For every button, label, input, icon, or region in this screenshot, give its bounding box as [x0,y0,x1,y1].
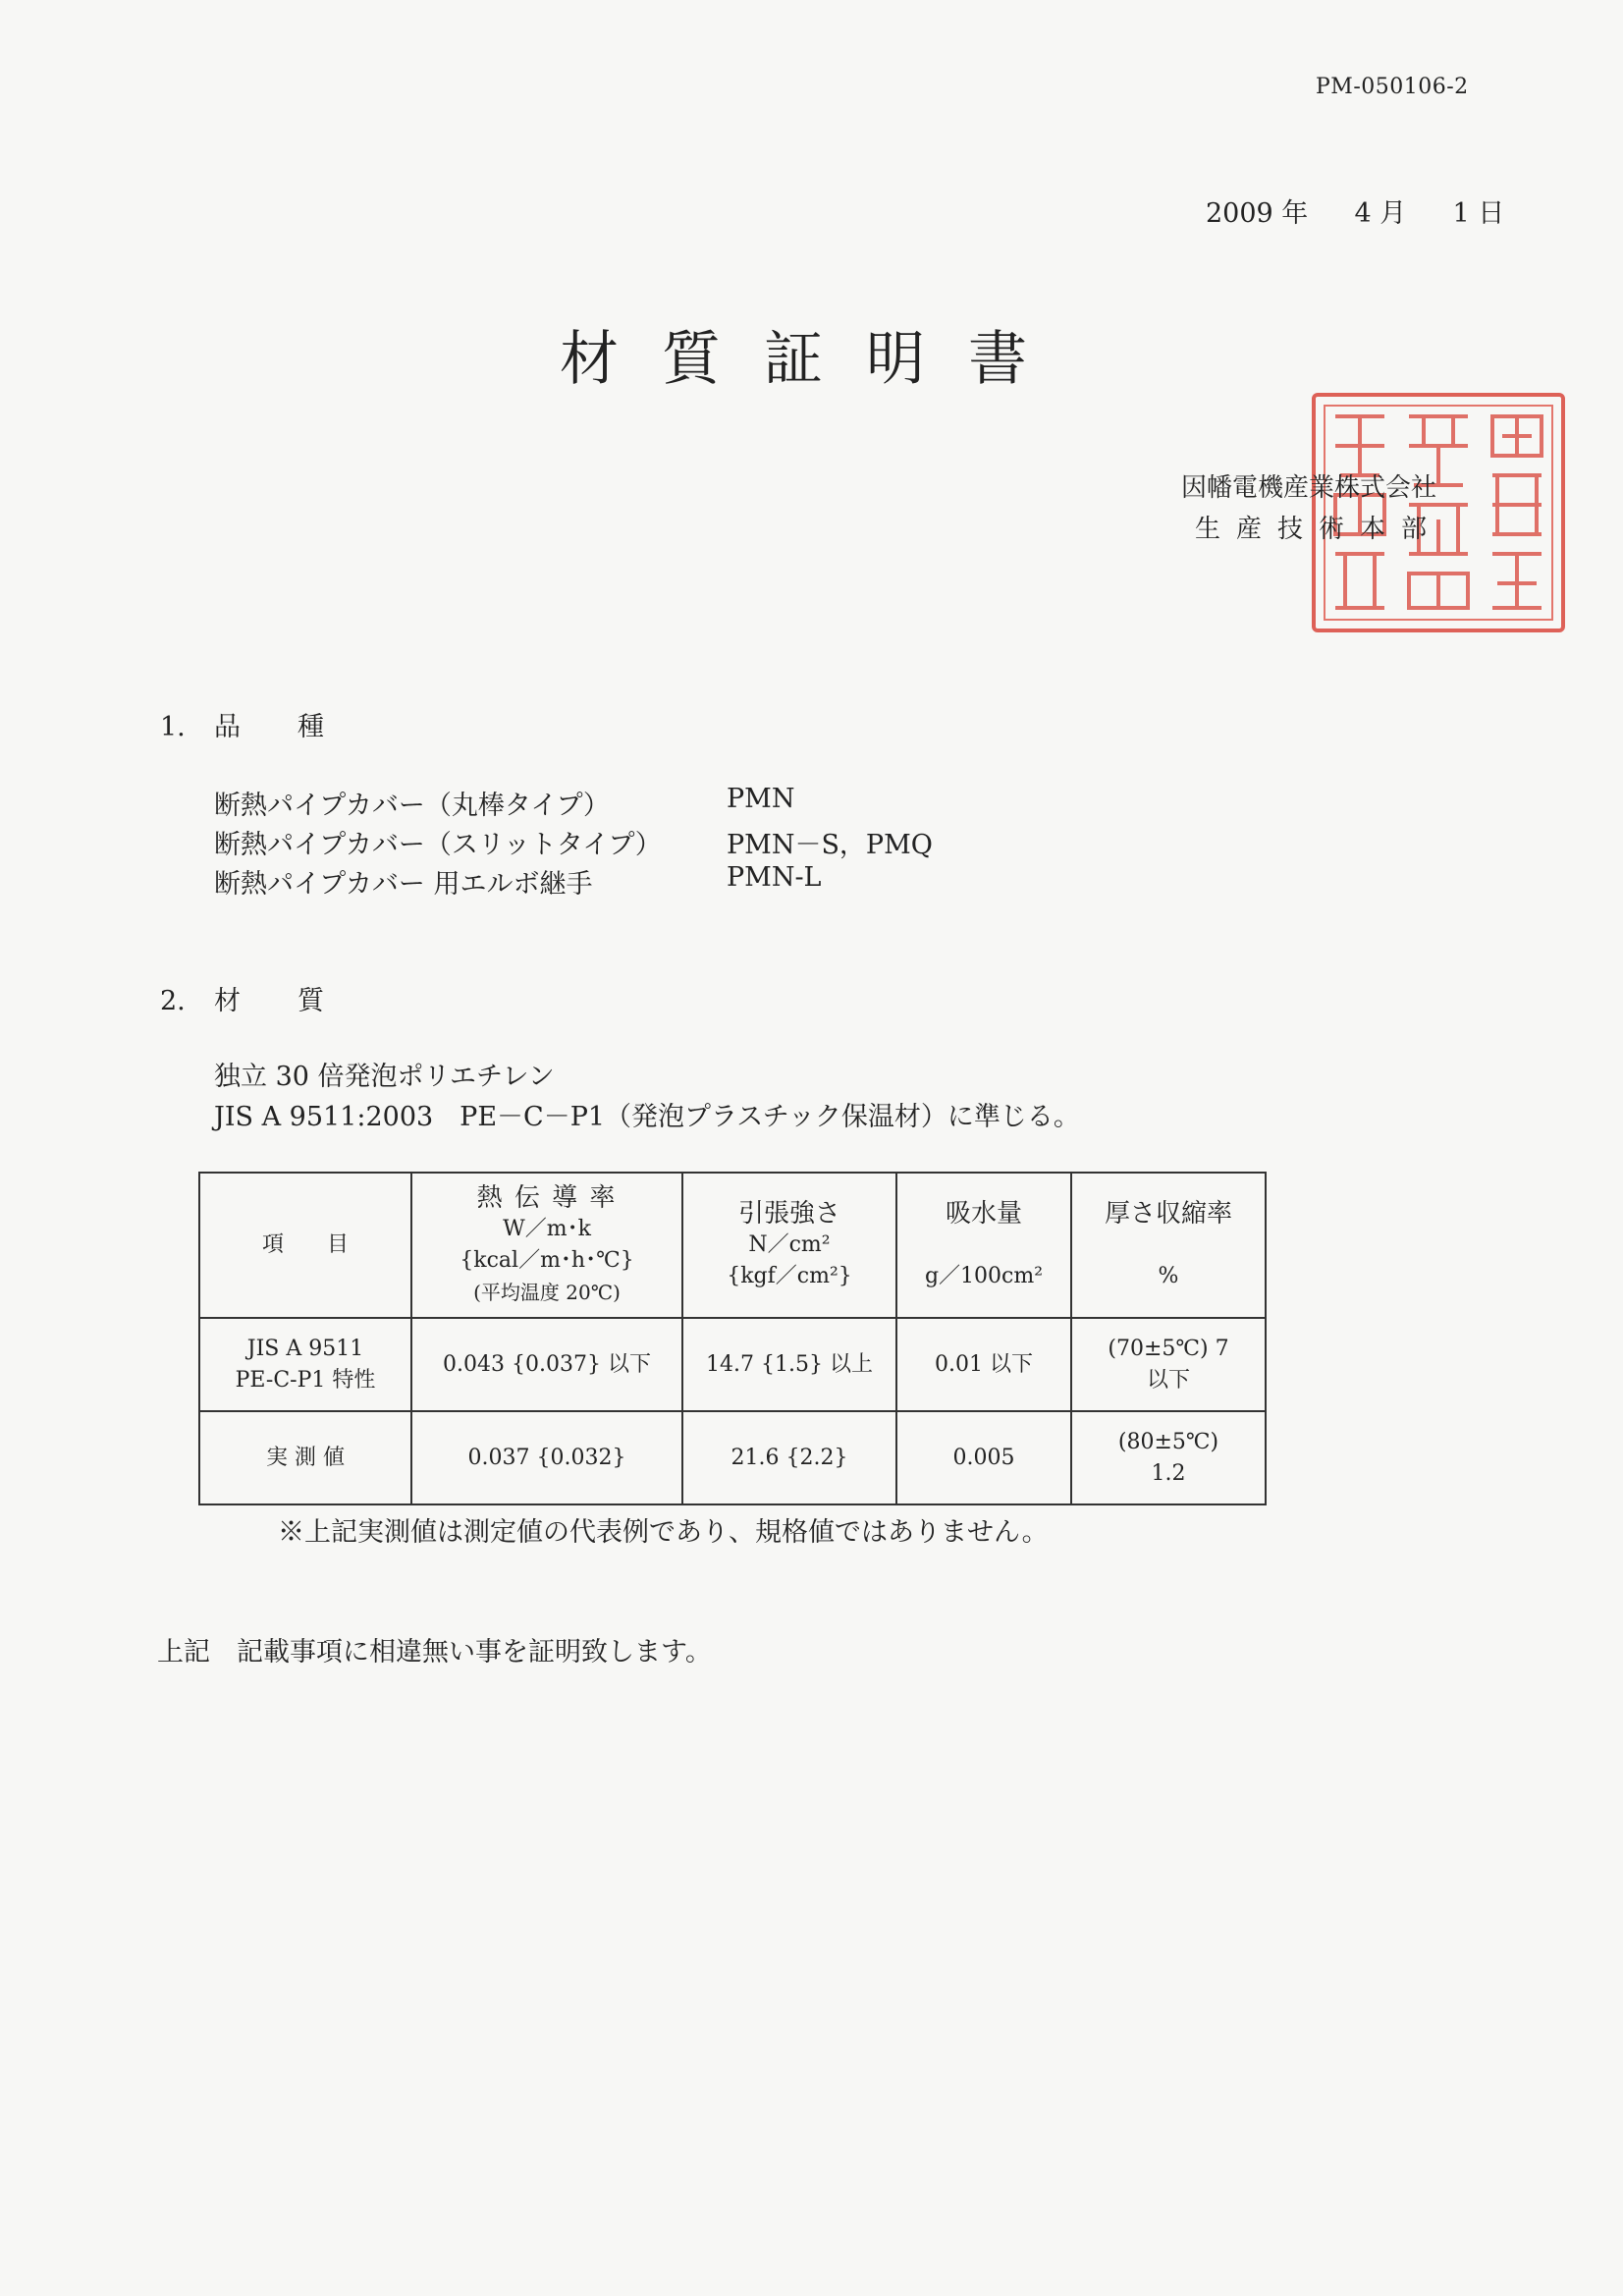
cell-water: 0.005 [896,1411,1071,1504]
cell-tensile: 21.6 {2.2} [682,1411,896,1504]
document-title: 材質証明書 [560,325,1070,394]
section1-heading [160,705,381,743]
cell-shrink: (70±5℃) 7 以下 [1071,1318,1266,1411]
table-row [199,1318,1266,1411]
header-thermal-conductivity: 熱 伝 導 率 W／m･k {kcal／m･h･℃} (平均温度 20℃) [411,1173,682,1318]
material-standard: JIS A 9511:2003 PE－C－P1（発泡プラスチック保温材）に準じる。 [214,1102,1080,1132]
material-description: 独立 30 倍発泡ポリエチレン [214,1062,555,1092]
header-water-absorption: 吸水量 g／100cm² [896,1173,1071,1318]
issuer-department: 生産技術本部 [1195,515,1443,544]
product-code: PMN－S，PMQ [727,830,933,860]
cell-tensile: 14.7 {1.5} 以上 [682,1318,896,1411]
document-number: PM-050106-2 [1316,75,1469,99]
date-year: 2009 年 [1206,198,1309,229]
cell-thermal: 0.043 {0.037} 以下 [411,1318,682,1411]
header-thickness-shrinkage: 厚さ収縮率 % [1071,1173,1266,1318]
properties-table [198,1172,1267,1505]
product-name: 断熱パイプカバー（スリットタイプ） [214,830,662,860]
section2-label: 材質 [214,986,381,1016]
table-note: ※上記実測値は測定値の代表例であり、規格値ではありません。 [278,1517,1049,1548]
section2-number: 2. [160,986,186,1016]
product-code: PMN [727,784,795,814]
row-label: 実 測 値 [199,1411,411,1504]
section1-number: 1. [160,712,186,742]
product-code: PMN-L [727,862,822,893]
table-header-row [199,1173,1266,1318]
header-tensile-strength: 引張強さ N／cm² {kgf／cm²} [682,1173,896,1318]
cell-thermal: 0.037 {0.032} [411,1411,682,1504]
cell-shrink: (80±5℃) 1.2 [1071,1411,1266,1504]
certification-statement: 上記 記載事項に相違無い事を証明致します。 [157,1637,712,1667]
section2-heading [160,979,381,1017]
date-month: 4 月 [1354,198,1407,229]
header-item: 項 目 [199,1173,411,1318]
issue-date [1206,191,1504,230]
issuer-company: 因幡電機産業株式会社 [1181,473,1437,503]
row-label: JIS A 9511 PE-C-P1 特性 [199,1318,411,1411]
product-name: 断熱パイプカバー（丸棒タイプ） [214,791,610,821]
date-day: 1 日 [1452,198,1505,229]
section1-label: 品種 [214,712,381,742]
table-row [199,1411,1266,1504]
product-name: 断熱パイプカバー 用エルボ継手 [214,869,593,900]
cell-water: 0.01 以下 [896,1318,1071,1411]
